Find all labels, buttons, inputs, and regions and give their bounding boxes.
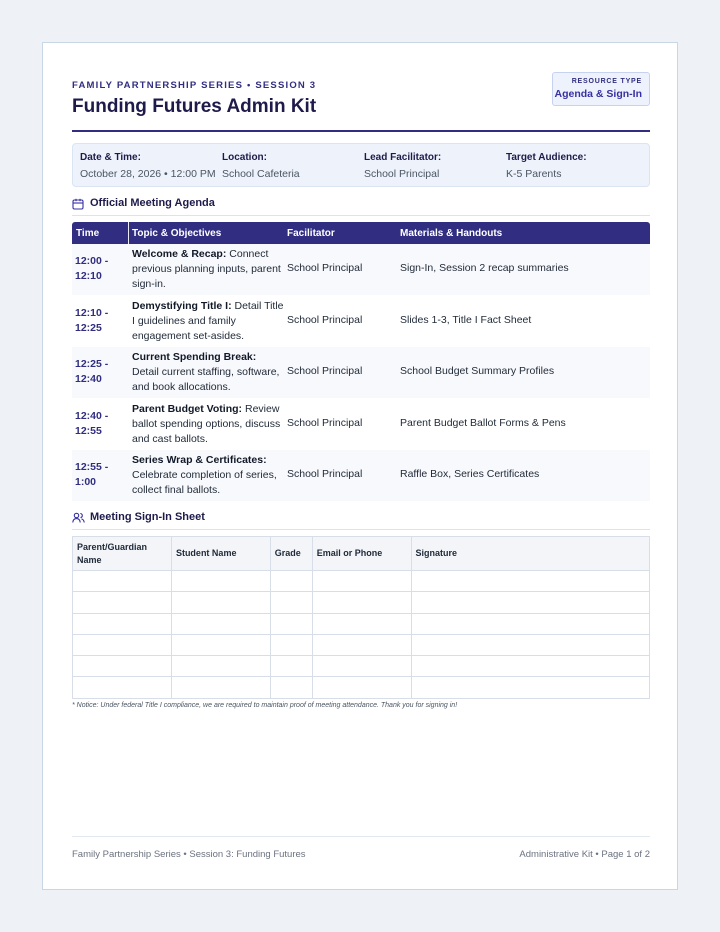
- footer-page-info: Administrative Kit • Page 1 of 2: [519, 849, 650, 860]
- signin-row: [73, 634, 650, 655]
- signin-cell-signature[interactable]: [411, 634, 649, 655]
- info-label: Target Audience:: [506, 152, 587, 163]
- agenda-topic: [132, 350, 284, 395]
- signin-row: [73, 656, 650, 677]
- signin-cell-grade[interactable]: [270, 571, 312, 592]
- signin-cell-student-name[interactable]: [171, 677, 270, 698]
- info-label: Lead Facilitator:: [364, 152, 442, 163]
- info-lead-facilitator: [364, 152, 441, 180]
- column-header-signature: Signature: [411, 537, 649, 571]
- agenda-time: 12:00 - 12:10: [75, 255, 109, 282]
- calendar-icon: [72, 198, 84, 210]
- agenda-materials: Parent Budget Ballot Forms & Pens: [400, 416, 566, 429]
- info-label: Location:: [222, 152, 267, 163]
- column-header-topic: Topic & Objectives: [132, 228, 222, 239]
- signin-section-title: Meeting Sign-In Sheet: [90, 511, 205, 523]
- topic-text: Review ballot spending options, discuss and cast ballots.: [132, 402, 281, 445]
- info-date-time: [80, 152, 216, 180]
- agenda-materials: Raffle Box, Series Certificates: [400, 468, 540, 481]
- signin-cell-parent-name[interactable]: [73, 613, 172, 634]
- info-label: Date & Time:: [80, 152, 141, 163]
- signin-row: [73, 571, 650, 592]
- signin-cell-grade[interactable]: [270, 592, 312, 613]
- agenda-topic: [132, 453, 284, 498]
- topic-title: Demystifying Title I:: [132, 299, 232, 312]
- agenda-materials: School Budget Summary Profiles: [400, 365, 555, 378]
- signin-cell-signature[interactable]: [411, 613, 649, 634]
- agenda-materials: Slides 1-3, Title I Fact Sheet: [400, 313, 532, 326]
- agenda-row: [72, 296, 650, 348]
- signin-cell-grade[interactable]: [270, 656, 312, 677]
- signin-cell-student-name[interactable]: [171, 634, 270, 655]
- agenda-facilitator: School Principal: [287, 416, 363, 429]
- signin-row: [73, 592, 650, 613]
- signin-cell-parent-name[interactable]: [73, 571, 172, 592]
- compliance-notice: * Notice: Under federal Title I compliance, we are required to maintain proof of meeting attendance. Thank you for signing in!: [72, 702, 458, 709]
- topic-title: Welcome & Recap:: [132, 248, 227, 260]
- column-header-facilitator: Facilitator: [287, 228, 335, 239]
- signin-cell-email-phone[interactable]: [312, 571, 411, 592]
- document-page: [42, 42, 678, 890]
- signin-cell-grade[interactable]: [270, 634, 312, 655]
- signin-cell-parent-name[interactable]: [73, 656, 172, 677]
- resource-type-label: RESOURCE TYPE: [571, 78, 642, 85]
- signin-cell-student-name[interactable]: [171, 592, 270, 613]
- info-location: [222, 152, 300, 180]
- signin-cell-signature[interactable]: [411, 677, 649, 698]
- signin-cell-email-phone[interactable]: [312, 656, 411, 677]
- agenda-body: [72, 244, 650, 502]
- users-icon: [72, 512, 85, 524]
- column-header-time: Time: [76, 228, 100, 239]
- topic-title: Parent Budget Voting:: [132, 402, 243, 415]
- agenda-facilitator: School Principal: [287, 365, 363, 378]
- agenda-row: [72, 399, 650, 451]
- signin-cell-student-name[interactable]: [171, 613, 270, 634]
- footer-left: Family Partnership Series • Session 3: Funding Futures: [72, 849, 306, 860]
- signin-cell-grade[interactable]: [270, 677, 312, 698]
- signin-row: [73, 613, 650, 634]
- page-title: Funding Futures Admin Kit: [72, 96, 317, 117]
- signin-cell-signature[interactable]: [411, 592, 649, 613]
- topic-text: Connect previous planning inputs, parent sign-in.: [132, 248, 281, 290]
- signin-cell-student-name[interactable]: [171, 571, 270, 592]
- signin-header-row: [73, 537, 650, 571]
- meeting-info-box: [72, 143, 650, 187]
- topic-text: Detail Title I guidelines and family engagement set-asides.: [132, 299, 284, 342]
- agenda-facilitator: School Principal: [287, 313, 363, 326]
- topic-text: Celebrate completion of series, collect final ballots.: [132, 469, 277, 497]
- agenda-topic: [132, 299, 284, 344]
- agenda-topic: [132, 247, 284, 292]
- agenda-materials: Sign-In, Session 2 recap summaries: [400, 262, 569, 274]
- signin-cell-email-phone[interactable]: [312, 677, 411, 698]
- signin-cell-signature[interactable]: [411, 656, 649, 677]
- signin-cell-student-name[interactable]: [171, 656, 270, 677]
- info-value: October 28, 2026 • 12:00 PM: [80, 168, 216, 180]
- signin-cell-email-phone[interactable]: [312, 634, 411, 655]
- series-label: FAMILY PARTNERSHIP SERIES • SESSION 3: [72, 80, 317, 91]
- signin-table: [72, 536, 650, 699]
- info-value: School Principal: [364, 168, 440, 180]
- signin-cell-grade[interactable]: [270, 613, 312, 634]
- agenda-topic: [132, 402, 284, 447]
- footer-rule: [72, 836, 650, 837]
- resource-type-badge: [552, 72, 650, 106]
- signin-cell-parent-name[interactable]: [73, 677, 172, 698]
- header-divider: [128, 222, 129, 244]
- signin-cell-email-phone[interactable]: [312, 613, 411, 634]
- header-rule: [72, 130, 650, 132]
- resource-type-value: Agenda & Sign-In: [554, 88, 642, 100]
- agenda-section-header: [72, 196, 650, 216]
- agenda-time: 12:25 - 12:40: [75, 358, 109, 386]
- column-header-student-name: Student Name: [171, 537, 270, 571]
- signin-cell-parent-name[interactable]: [73, 592, 172, 613]
- agenda-row: [72, 450, 650, 502]
- info-target-audience: [506, 152, 587, 180]
- agenda-facilitator: School Principal: [287, 262, 363, 274]
- agenda-time: 12:55 - 1:00: [75, 461, 109, 489]
- topic-title: Series Wrap & Certificates:: [132, 454, 267, 467]
- signin-body: [73, 571, 650, 699]
- topic-text: Detail current staffing, software, and book allocations.: [132, 366, 280, 394]
- column-header-grade: Grade: [270, 537, 312, 571]
- column-header-materials: Materials & Handouts: [400, 228, 503, 239]
- agenda-table: [72, 222, 650, 502]
- info-value: K-5 Parents: [506, 168, 562, 180]
- agenda-time: 12:10 - 12:25: [75, 306, 109, 334]
- topic-title: Current Spending Break:: [132, 351, 257, 364]
- signin-section-header: [72, 510, 650, 530]
- agenda-facilitator: School Principal: [287, 468, 363, 481]
- column-header-parent-name: Parent/Guardian Name: [73, 537, 172, 571]
- agenda-row: [72, 244, 650, 296]
- signin-cell-email-phone[interactable]: [312, 592, 411, 613]
- signin-row: [73, 677, 650, 698]
- agenda-section-title: Official Meeting Agenda: [90, 197, 215, 209]
- info-value: School Cafeteria: [222, 168, 300, 180]
- agenda-header-row: [72, 222, 650, 244]
- column-header-email-phone: Email or Phone: [312, 537, 411, 571]
- agenda-time: 12:40 - 12:55: [75, 409, 109, 437]
- signin-cell-parent-name[interactable]: [73, 634, 172, 655]
- signin-cell-signature[interactable]: [411, 571, 649, 592]
- agenda-row: [72, 347, 650, 399]
